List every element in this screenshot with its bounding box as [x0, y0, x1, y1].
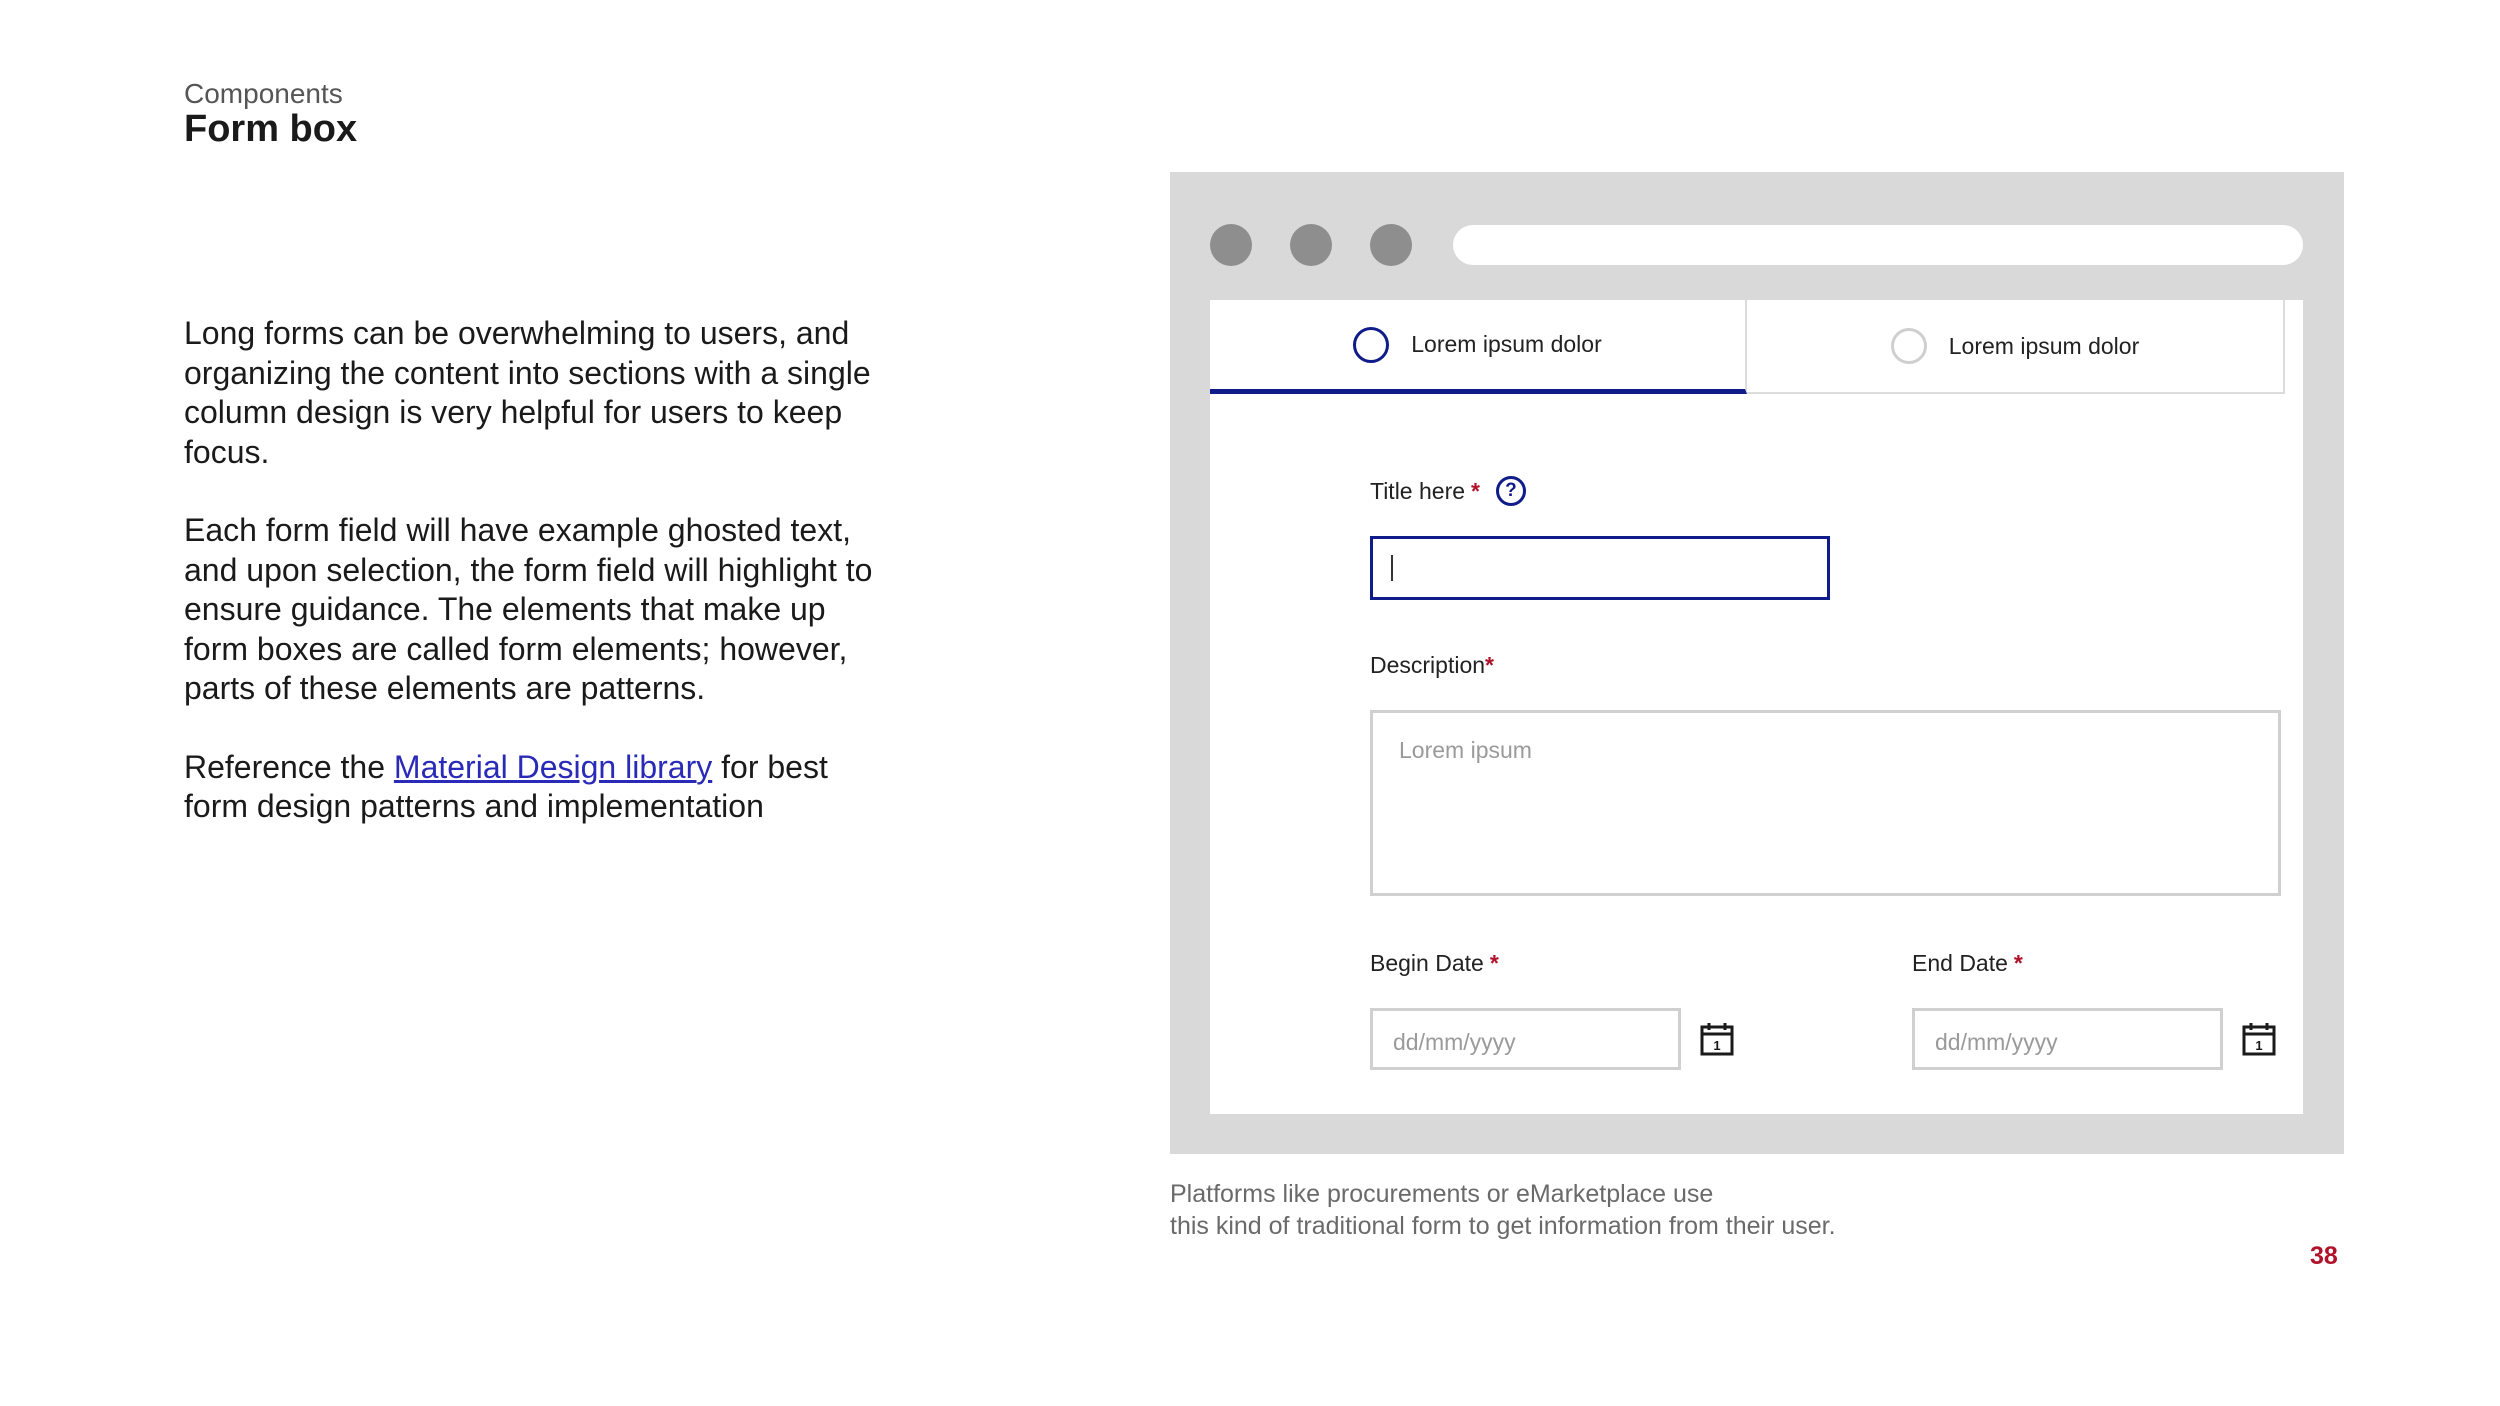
required-mark: * [2013, 950, 2023, 976]
calendar-icon[interactable] [1699, 1021, 1735, 1057]
begin-date-input[interactable] [1370, 1008, 1681, 1070]
paragraph-3-lead: Reference the [184, 748, 394, 785]
browser-mockup [1170, 172, 2344, 1154]
begin-date-placeholder: dd/mm/yyyy [1393, 1029, 1516, 1055]
title-field-label [1370, 476, 1526, 506]
paragraph-2: Each form field will have example ghosted text, and upon selection, the form field will highlight to ensure guidance. The elements that make up form boxes are called form elements; however, parts of these elements are patterns. [184, 512, 873, 706]
window-dot-1 [1210, 224, 1252, 266]
begin-date-label-text: Begin Date [1370, 950, 1484, 976]
required-mark: * [1489, 950, 1499, 976]
description-placeholder: Lorem ipsum [1399, 737, 1532, 763]
description-field-label [1370, 652, 1494, 679]
window-dot-3 [1370, 224, 1412, 266]
begin-date-label [1370, 950, 1499, 977]
mockup-caption [1170, 1178, 2070, 1242]
description-textarea[interactable] [1370, 710, 2281, 896]
section-eyebrow: Components [184, 78, 343, 109]
required-mark: * [1485, 652, 1494, 678]
tab-2[interactable] [1747, 300, 2285, 394]
calendar-day: 1 [2255, 1038, 2263, 1053]
end-date-input[interactable] [1912, 1008, 2223, 1070]
address-bar [1453, 225, 2303, 265]
paragraph-1: Long forms can be overwhelming to users, and organizing the content into sections with a single column design is very helpful for users to keep focus. [184, 315, 871, 470]
required-mark: * [1471, 477, 1480, 504]
form-content [1210, 300, 2303, 1114]
question-circle-icon[interactable]: ? [1496, 476, 1526, 506]
paragraph-3-tail: for best form design patterns and implementation [184, 748, 828, 824]
window-dot-2 [1290, 224, 1332, 266]
caption-line-1: Platforms like procurements or eMarketplace use [1170, 1180, 1714, 1208]
title-label-text: Title here [1370, 477, 1466, 504]
tab-2-radio-icon [1891, 328, 1927, 364]
text-cursor [1391, 555, 1393, 581]
body-copy [184, 314, 884, 866]
end-date-placeholder: dd/mm/yyyy [1935, 1029, 2058, 1055]
tab-1[interactable] [1210, 300, 1747, 394]
calendar-day: 1 [1713, 1038, 1721, 1053]
end-date-label-text: End Date [1912, 950, 2008, 976]
title-input[interactable] [1370, 536, 1830, 600]
paragraph-3 [184, 748, 884, 827]
tab-2-label: Lorem ipsum dolor [1948, 332, 2140, 359]
material-design-link[interactable]: Material Design library [393, 748, 713, 785]
end-date-label [1912, 950, 2023, 977]
tab-1-label: Lorem ipsum dolor [1411, 331, 1602, 357]
caption-line-2: this kind of traditional form to get information from their user. [1170, 1212, 1836, 1240]
page-number: 38 [2310, 1242, 2338, 1270]
page-title: Form box [184, 108, 358, 150]
tab-1-radio-icon [1353, 327, 1389, 363]
description-label-text: Description [1370, 652, 1486, 678]
calendar-icon[interactable] [2241, 1021, 2277, 1057]
